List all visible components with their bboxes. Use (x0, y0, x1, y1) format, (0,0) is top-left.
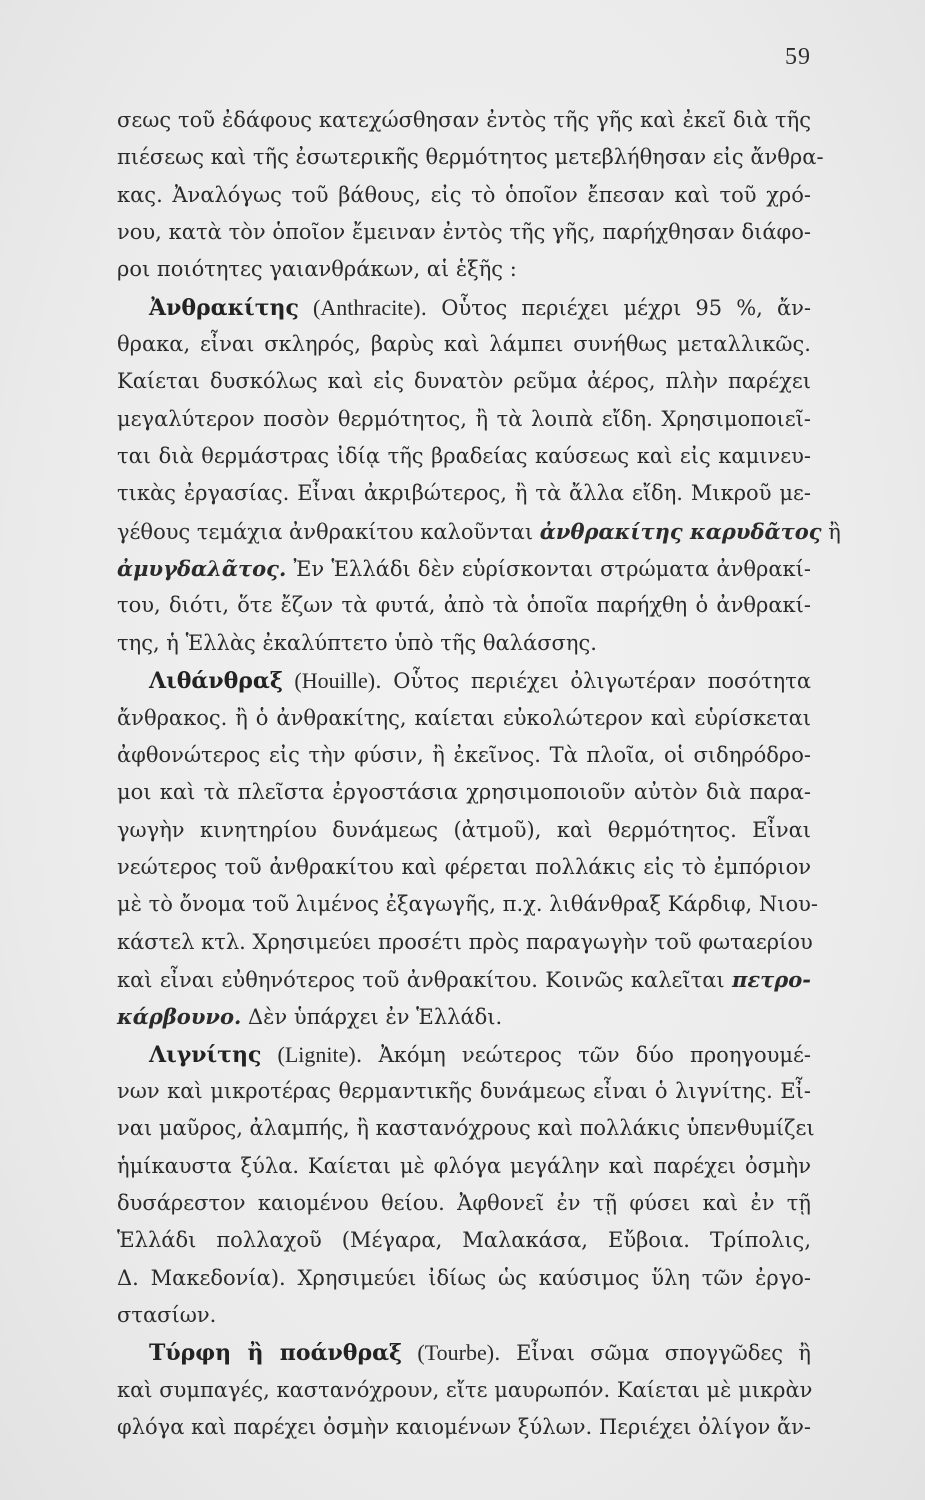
section-heading: Ἀνθρακίτης (149, 294, 299, 321)
text-line (117, 700, 811, 737)
text-line (117, 774, 811, 811)
text-run: Ἐν Ἑλλάδι δὲν εὑρίσκονται στρώματα ἀνθρακί- (286, 557, 811, 582)
text-line (117, 998, 811, 1035)
text-run: ἀφθονώτερος εἰς τὴν φύσιν, ἢ ἐκεῖνος. Τὰ πλοῖα, οἱ σιδηρόδρο- (117, 742, 811, 767)
text-run: . Εἶναι σῶμα σπογγῶδες ἢ (494, 1341, 811, 1366)
text-run: του, διότι, ὅτε ἔζων τὰ φυτά, ἀπὸ τὰ ὁποῖα παρήχθη ὁ ἀνθρακί- (117, 593, 811, 618)
text-line (117, 1073, 811, 1110)
text-run: νεώτερος τοῦ ἀνθρακίτου καὶ φέρεται πολλάκις εἰς τὸ ἐμπόριον (117, 854, 811, 879)
text-run: Δ. Μακεδονία). Χρησιμεύει ἰδίως ὡς καύσιμος ὕλη τῶν ἐργο- (117, 1265, 811, 1290)
text-line (117, 812, 811, 849)
text-run: Καίεται δυσκόλως καὶ εἰς δυνατὸν ρεῦμα ἀέρος, πλὴν παρέχει (117, 369, 811, 394)
text-run: καὶ εἶναι εὐθηνότερος τοῦ ἀνθρακίτου. Κοινῶς καλεῖται (117, 967, 733, 992)
latin-term: (Tourbe) (417, 1340, 495, 1366)
paragraph-heading-line (117, 1036, 811, 1073)
section-heading: Τύρφη ἢ ποάνθραξ (149, 1340, 403, 1367)
text-run: φλόγα καὶ παρέχει ὀσμὴν καιομένων ξύλων. Περιέχει ὀλίγον ἄν- (117, 1415, 811, 1440)
text-run: μὲ τὸ ὄνομα τοῦ λιμένος ἐξαγωγῆς, π.χ. λιθάνθραξ Κάρδιφ, Νιου- (117, 892, 818, 917)
text-run: κάστελ κτλ. Χρησιμεύει προσέτι πρὸς παραγωγὴν τοῦ φωταερίου (117, 929, 813, 954)
text-line (117, 1260, 811, 1297)
page-number: 59 (785, 44, 811, 70)
section-heading: Λιθάνθραξ (149, 668, 283, 695)
text-line (117, 924, 811, 961)
latin-term: (Houille) (294, 668, 376, 694)
text-line (117, 326, 811, 363)
italic-term: κάρβουνο. (117, 1004, 242, 1030)
text-run: της, ἡ Ἑλλὰς ἐκαλύπτετο ὑπὸ τῆς θαλάσσης. (117, 630, 597, 655)
text-run: θρακα, εἶναι σκληρός, βαρὺς καὶ λάμπει συνήθως μεταλλικῶς. (117, 332, 811, 357)
text-line (117, 886, 818, 923)
text-run: Ἑλλάδι πολλαχοῦ (Μέγαρα, Μαλακάσα, Εὔβοια. Τρίπολις, (117, 1228, 811, 1253)
text-run: γέθους τεμάχια ἀνθρακίτου καλοῦνται (117, 519, 540, 544)
text-run: νου, κατὰ τὸν ὁποῖον ἔμειναν ἐντὸς τῆς γῆς, παρήχθησαν διάφο- (117, 220, 811, 245)
text-run (261, 1043, 277, 1067)
text-run: . Οὗτος περιέχει ὀλιγωτέραν ποσότητα (375, 669, 811, 694)
text-line (117, 737, 811, 774)
text-run: . Ἀκόμη νεώτερος τῶν δύο προηγουμέ- (355, 1042, 811, 1067)
text-run (283, 669, 295, 693)
text-line (117, 1185, 811, 1222)
text-run: στασίων. (117, 1303, 217, 1327)
text-line (117, 139, 824, 176)
text-run: δυσάρεστον καιομένου θείου. Ἀφθονεῖ ἐν τῇ φύσει καὶ ἐν τῇ (117, 1190, 811, 1215)
text-line (117, 1222, 811, 1259)
text-line (117, 625, 811, 662)
text-line (117, 214, 811, 251)
text-run (299, 296, 313, 320)
paragraph-heading-line (117, 1334, 811, 1371)
text-line (117, 251, 811, 288)
text-run: ἢ (821, 519, 841, 544)
italic-term: ἀνθρακίτης καρυδᾶτος (539, 518, 822, 544)
text-line (117, 177, 811, 214)
text-line (117, 550, 811, 587)
body-text (117, 102, 841, 1446)
text-run: Δὲν ὑπάρχει ἐν Ἑλλάδι. (241, 1005, 503, 1030)
text-run: καὶ συμπαγές, καστανόχρουν, εἴτε μαυρωπόν. Καίεται μὲ μικρὰν (117, 1377, 813, 1402)
text-line (117, 363, 811, 400)
text-line (117, 1372, 811, 1409)
text-run: κας. Ἀναλόγως τοῦ βάθους, εἰς τὸ ὁποῖον ἔπεσαν καὶ τοῦ χρό- (117, 182, 811, 207)
text-line (117, 401, 811, 438)
text-run: πιέσεως καὶ τῆς ἐσωτερικῆς θερμότητος μετεβλήθησαν εἰς ἄνθρα- (117, 145, 824, 170)
text-line (117, 102, 811, 139)
section-heading: Λιγνίτης (149, 1041, 262, 1068)
text-run: τικὰς ἐργασίας. Εἶναι ἀκριβώτερος, ἢ τὰ ἄλλα εἴδη. Μικροῦ με- (117, 481, 811, 506)
text-line (117, 438, 811, 475)
paragraph-heading-line (117, 662, 811, 699)
text-run (402, 1341, 417, 1365)
text-run: μοι καὶ τὰ πλεῖστα ἐργοστάσια χρησιμοποιοῦν αὐτὸν διὰ παρα- (117, 780, 811, 805)
text-line (117, 1110, 815, 1147)
text-line (117, 961, 811, 998)
text-line (117, 513, 841, 550)
text-line (117, 1148, 811, 1185)
text-run: . Οὗτος περιέχει μέχρι 95 %, ἄν- (420, 295, 811, 320)
italic-term: πετρο- (732, 966, 811, 992)
text-run: σεως τοῦ ἐδάφους κατεχώσθησαν ἐντὸς τῆς γῆς καὶ ἐκεῖ διὰ τῆς (117, 108, 811, 132)
latin-term: (Lignite) (277, 1041, 356, 1067)
text-line (117, 849, 811, 886)
text-run: ἄνθρακος. ἢ ὁ ἀνθρακίτης, καίεται εὐκολώτερον καὶ εὑρίσκεται (117, 705, 811, 730)
text-run: ναι μαῦρος, ἀλαμπής, ἢ καστανόχρους καὶ πολλάκις ὑπενθυμίζει (117, 1116, 815, 1141)
text-line (117, 475, 811, 512)
paragraph-heading-line (117, 289, 811, 326)
text-run: ται διὰ θερμάστρας ἰδίᾳ τῆς βραδείας καύσεως καὶ εἰς καμινευ- (117, 444, 811, 469)
text-line (117, 1409, 811, 1446)
text-run: νων καὶ μικροτέρας θερμαντικῆς δυνάμεως εἶναι ὁ λιγνίτης. Εἶ- (117, 1078, 811, 1103)
italic-term: ἀμυγδαλᾶτος. (117, 556, 287, 582)
text-run: ἡμίκαυστα ξύλα. Καίεται μὲ φλόγα μεγάλην καὶ παρέχει ὀσμὴν (117, 1153, 811, 1178)
text-line (117, 587, 811, 624)
text-run: γωγὴν κινητηρίου δυνάμεως (ἀτμοῦ), καὶ θερμότητος. Εἶναι (117, 817, 811, 842)
text-run: ροι ποιότητες γαιανθράκων, αἱ ἑξῆς : (117, 257, 517, 282)
latin-term: (Anthracite) (313, 294, 421, 320)
text-line (117, 1297, 811, 1334)
text-run: μεγαλύτερον ποσὸν θερμότητος, ἢ τὰ λοιπὰ εἴδη. Χρησιμοποιεῖ- (117, 406, 811, 431)
